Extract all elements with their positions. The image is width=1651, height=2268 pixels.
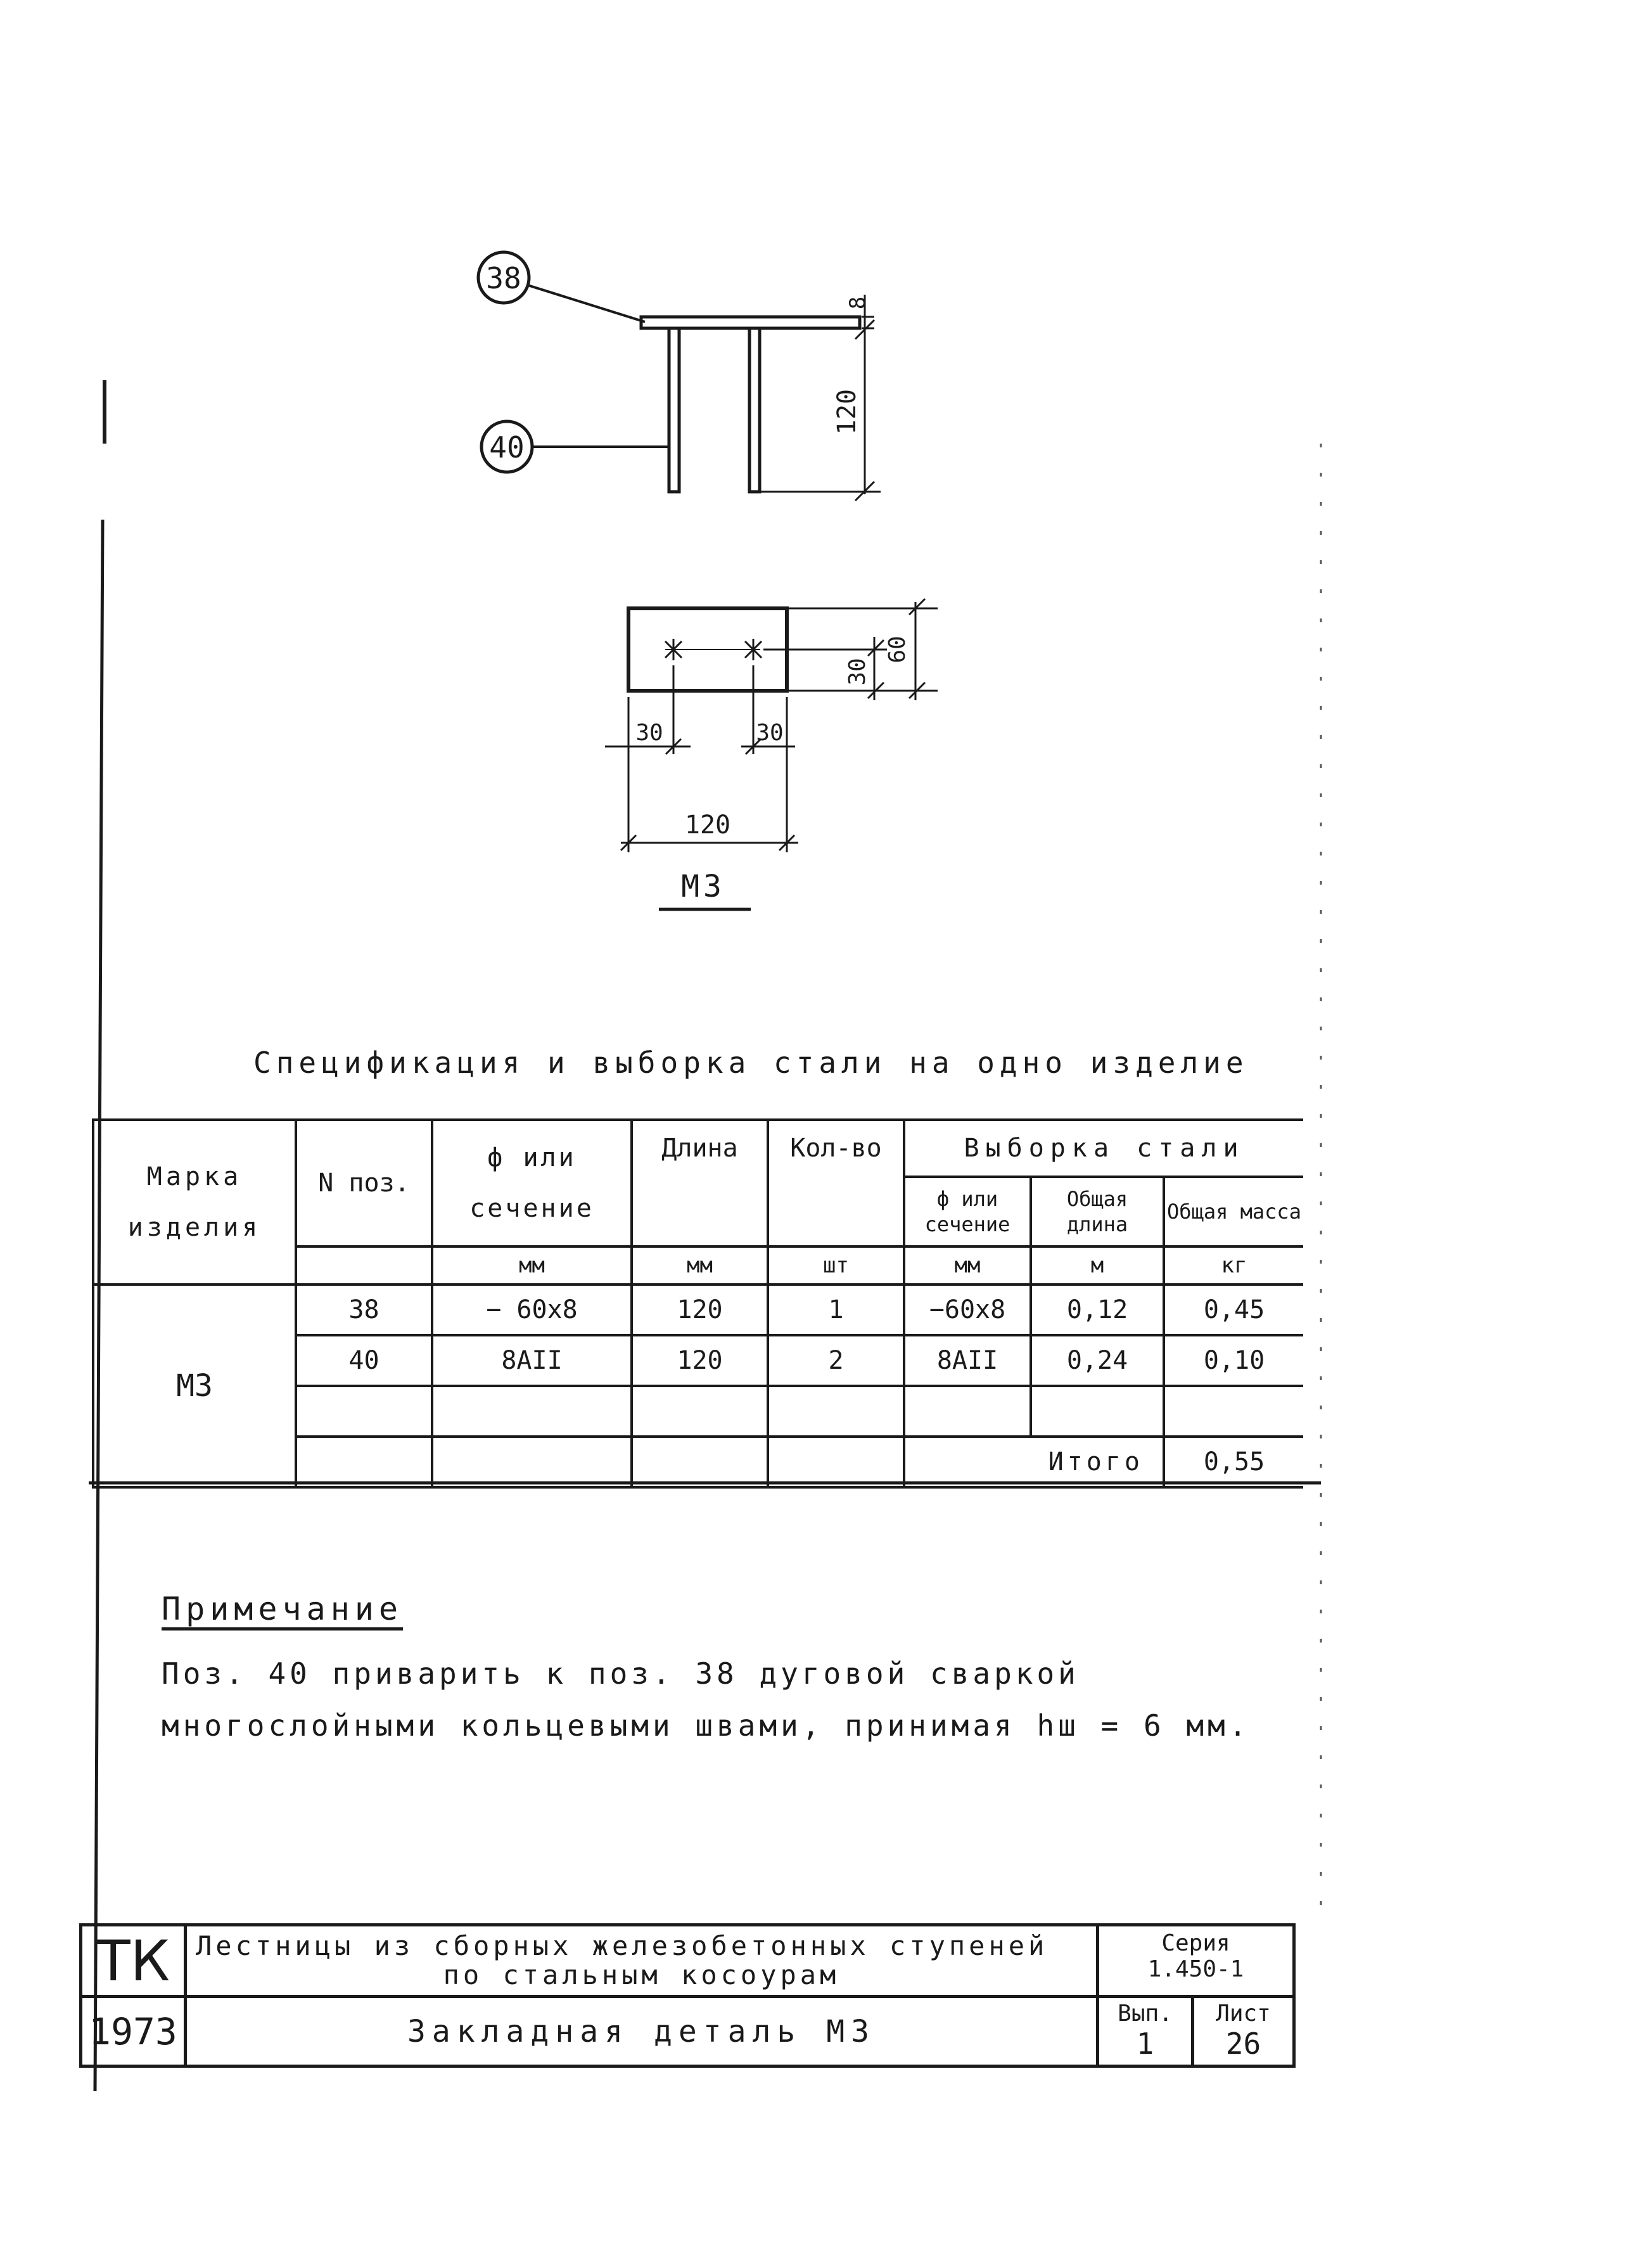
plate-side-view <box>641 317 860 328</box>
header-marka: Марка изделия <box>93 1120 296 1285</box>
note-text: Поз. 40 приварить к поз. 38 дуговой сваркой многослойными кольцевыми швами, принимая hш = 6 мм. <box>162 1656 1251 1743</box>
unit-v-mass: кг <box>1164 1246 1303 1285</box>
unit-length: мм <box>632 1246 768 1285</box>
row-v-length: 0,12 <box>1031 1285 1164 1335</box>
unit-v-section: мм <box>904 1246 1031 1285</box>
unit-v-length: м <box>1031 1246 1164 1285</box>
sheet-name: Закладная деталь М3 <box>186 1997 1098 2066</box>
unit-qty: шт <box>768 1246 904 1285</box>
issue-cell: Вып. 1 <box>1098 1997 1193 2066</box>
header-qty: Кол-во <box>768 1120 904 1246</box>
year: 1973 <box>81 1997 186 2066</box>
part-drawing <box>443 228 1014 951</box>
sheet-number-cell: Лист 26 <box>1193 1997 1294 2066</box>
row-pos: 38 <box>296 1285 432 1335</box>
header-section: ф или сечение <box>432 1120 632 1246</box>
rod-right <box>749 328 760 492</box>
callout-38-label: 38 <box>486 261 521 295</box>
dim-120-vertical: 120 <box>832 388 862 435</box>
dim-8: 8 <box>845 296 870 310</box>
row-section: − 60х8 <box>432 1285 632 1335</box>
dim-30-right: 30 <box>756 720 784 746</box>
total-value: 0,55 <box>1164 1437 1303 1487</box>
row-qty: 2 <box>768 1335 904 1386</box>
header-v-mass: Общая масса <box>1164 1177 1303 1246</box>
row-length: 120 <box>632 1335 768 1386</box>
header-vyborka: Выборка стали <box>904 1120 1303 1177</box>
row-section: 8АII <box>432 1335 632 1386</box>
header-length: Длина <box>632 1120 768 1246</box>
title-block <box>79 1923 1296 2068</box>
row-qty: 1 <box>768 1285 904 1335</box>
row-v-section: −60х8 <box>904 1285 1031 1335</box>
row-length: 120 <box>632 1285 768 1335</box>
note-heading: Примечание <box>162 1591 404 1627</box>
rod-left <box>669 328 679 492</box>
row-pos: 40 <box>296 1335 432 1386</box>
series-cell: Серия 1.450-1 <box>1098 1925 1294 1997</box>
row-v-mass: 0,45 <box>1164 1285 1303 1335</box>
header-v-section: ф или сечение <box>904 1177 1031 1246</box>
spec-title: Спецификация и выборка стали на одно изделие <box>253 1046 1249 1080</box>
dim-120-horizontal: 120 <box>684 810 731 840</box>
project-title: Лестницы из сборных железобетонных ступеней по стальным косоурам <box>186 1925 1098 1997</box>
unit-section: мм <box>432 1246 632 1285</box>
row-v-length: 0,24 <box>1031 1335 1164 1386</box>
header-pos: N поз. <box>296 1120 432 1246</box>
table-bottom-line <box>89 1480 1324 1486</box>
callout-38-leader <box>528 285 645 322</box>
marka-cell: М3 <box>93 1285 296 1487</box>
row-v-section: 8АII <box>904 1335 1031 1386</box>
dim-60: 60 <box>884 636 910 663</box>
unit-pos <box>296 1246 432 1285</box>
callout-40-label: 40 <box>489 430 525 464</box>
dim-30-vertical: 30 <box>845 658 870 686</box>
header-v-length: Общая длина <box>1031 1177 1164 1246</box>
org-code: ТК <box>81 1925 186 1997</box>
total-label: Итого <box>904 1437 1164 1487</box>
dim-30-left: 30 <box>635 720 663 746</box>
table-row <box>93 1285 1303 1335</box>
row-v-mass: 0,10 <box>1164 1335 1303 1386</box>
part-label: М3 <box>681 869 725 904</box>
spec-table <box>92 1118 1303 1489</box>
